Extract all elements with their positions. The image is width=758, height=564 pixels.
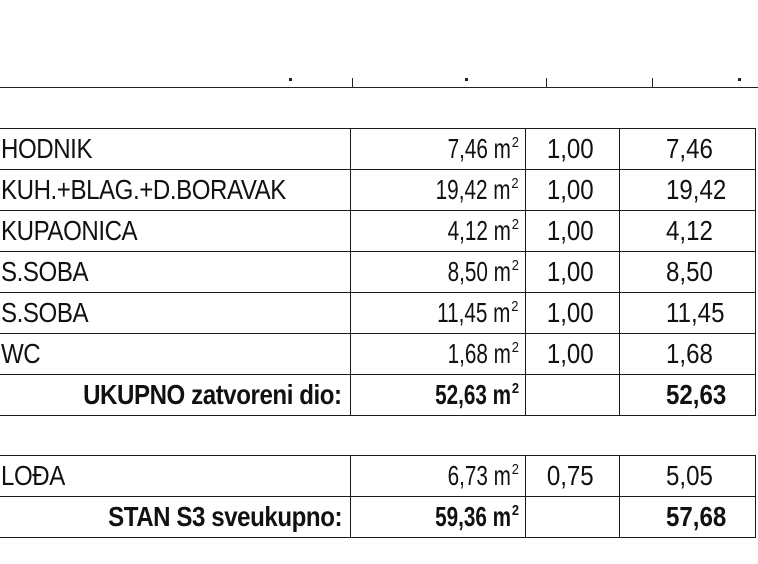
room-area-cell: 11,45 $m^2$ — [350, 293, 525, 334]
closed-total-row — [0, 375, 756, 416]
header-tick — [352, 78, 353, 88]
header-mark — [738, 78, 741, 81]
closed-total-area: 52,63 $m^2$ — [350, 375, 525, 416]
room-name-cell: HODNIK — [0, 129, 350, 170]
closed-total-label: UKUPNO zatvoreni dio: — [0, 375, 350, 416]
room-area-cell: 6,73 $m^2$ — [350, 456, 525, 497]
table-row — [0, 456, 756, 497]
reduced-area-cell: 19,42 — [620, 170, 756, 211]
table-row — [0, 334, 756, 375]
room-area-table — [0, 128, 756, 538]
room-area-cell: 4,12 $m^2$ — [350, 211, 525, 252]
coefficient-cell: 0,75 — [525, 456, 620, 497]
reduced-area-cell: 1,68 — [620, 334, 756, 375]
room-area-cell: 19,42 $m^2$ — [350, 170, 525, 211]
room-name-cell: S.SOBA — [0, 252, 350, 293]
header-tick — [546, 78, 547, 88]
empty-cell — [525, 375, 620, 416]
table-row — [0, 129, 756, 170]
room-area-cell: 7,46 $m^2$ — [350, 129, 525, 170]
table-row — [0, 252, 756, 293]
room-area-cell: 8,50 $m^2$ — [350, 252, 525, 293]
room-name-cell: WC — [0, 334, 350, 375]
closed-total-reduced: 52,63 — [620, 375, 756, 416]
table-row — [0, 170, 756, 211]
header-rule — [0, 87, 758, 88]
grand-total-reduced: 57,68 — [620, 497, 756, 538]
reduced-area-cell: 8,50 — [620, 252, 756, 293]
empty-cell — [525, 497, 620, 538]
room-name-cell: KUH.+BLAG.+D.BORAVAK — [0, 170, 350, 211]
header-mark — [289, 78, 292, 81]
coefficient-cell: 1,00 — [525, 293, 620, 334]
room-area-cell: 1,68 $m^2$ — [350, 334, 525, 375]
grand-total-label: STAN S3 sveukupno: — [0, 497, 350, 538]
reduced-area-cell: 7,46 — [620, 129, 756, 170]
grand-total-row — [0, 497, 756, 538]
reduced-area-cell: 5,05 — [620, 456, 756, 497]
spacer-cell — [620, 416, 756, 456]
grand-total-area: 59,36 $m^2$ — [350, 497, 525, 538]
room-name-cell: S.SOBA — [0, 293, 350, 334]
spacer-row — [0, 416, 756, 456]
reduced-area-cell: 4,12 — [620, 211, 756, 252]
spacer-cell — [350, 416, 525, 456]
header-mark — [465, 78, 468, 81]
coefficient-cell: 1,00 — [525, 170, 620, 211]
reduced-area-cell: 11,45 — [620, 293, 756, 334]
spacer-cell — [0, 416, 350, 456]
room-name-cell: LOĐA — [0, 456, 350, 497]
coefficient-cell: 1,00 — [525, 129, 620, 170]
coefficient-cell: 1,00 — [525, 252, 620, 293]
room-name-cell: KUPAONICA — [0, 211, 350, 252]
table-row — [0, 293, 756, 334]
header-tick — [652, 78, 653, 88]
coefficient-cell: 1,00 — [525, 211, 620, 252]
spacer-cell — [525, 416, 620, 456]
coefficient-cell: 1,00 — [525, 334, 620, 375]
table-row — [0, 211, 756, 252]
